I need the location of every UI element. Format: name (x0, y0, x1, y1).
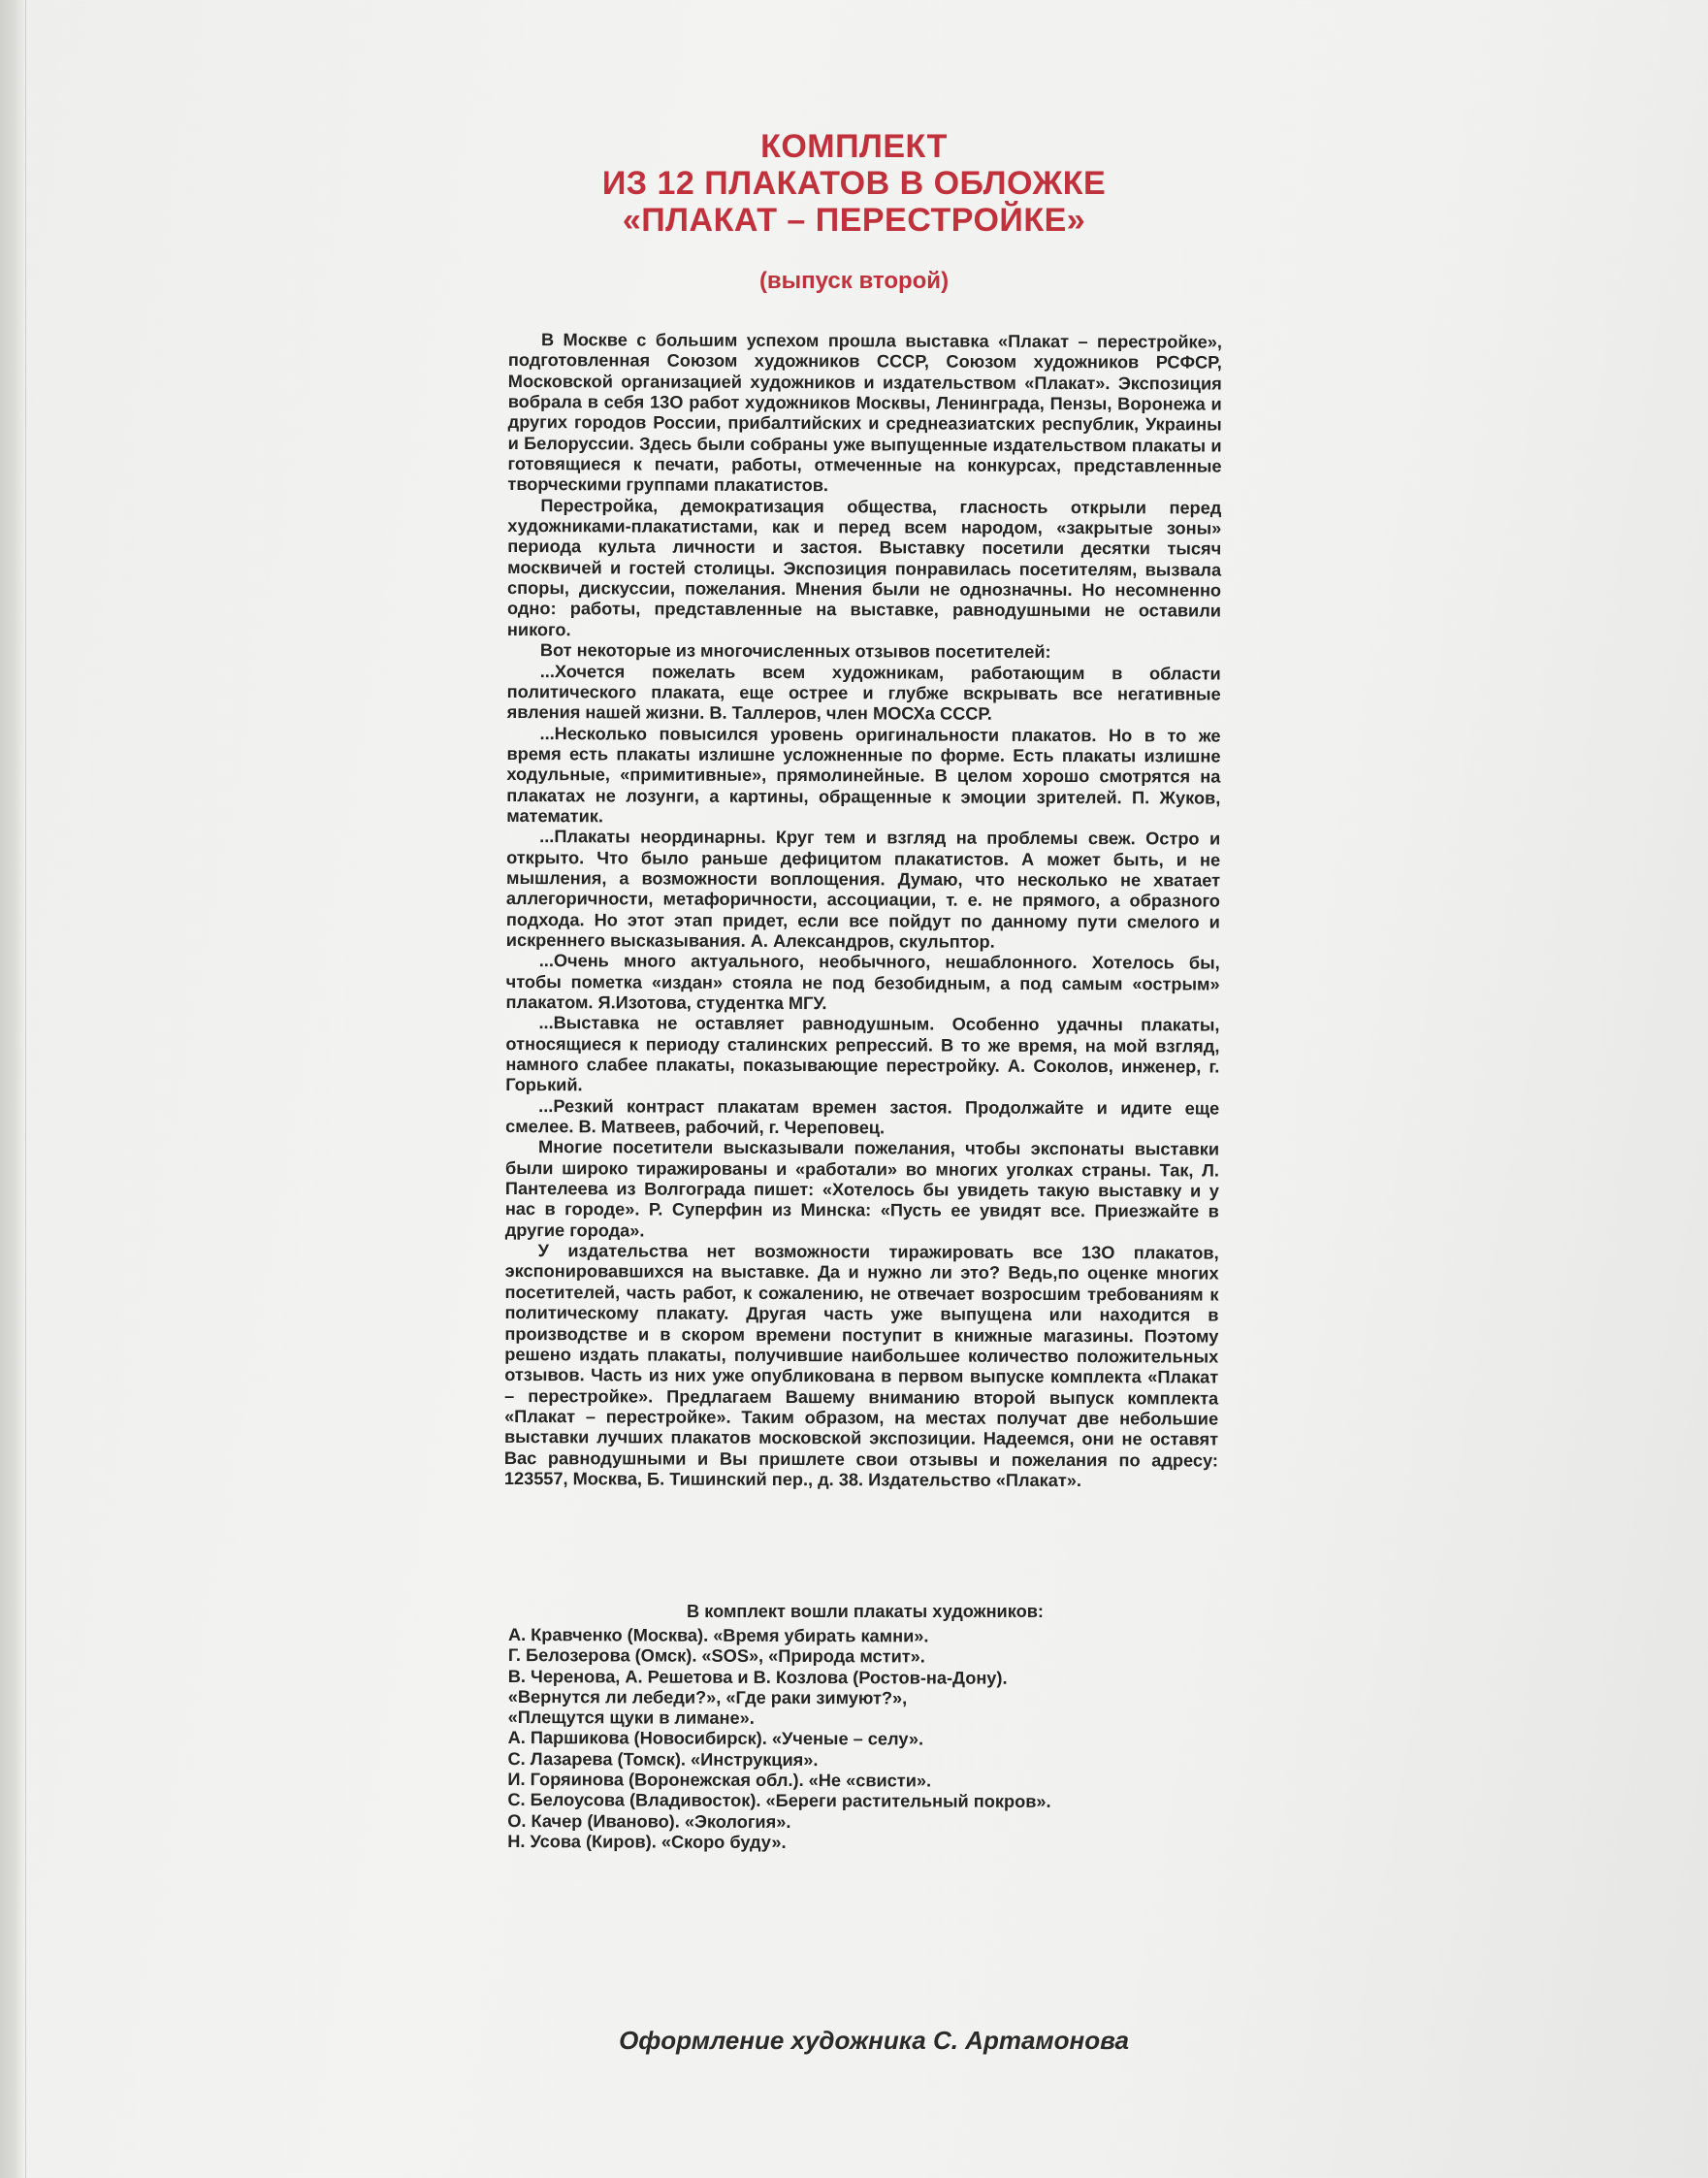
review-aleksandrov: ...Плакаты неординарны. Круг тем и взгляд на проблемы свеж. Остро и открыто. Что было раньше дефицитом плакатистов. А может быть, и не мышления, а возможности воплощения. Думаю, что несколько не хватает аллегоричности, метафоричности, ассоциации, т. е. не прямого, а образного подхода. Но этот этап придет, если все пойдут по данному пути смелого и искреннего высказывания. А. Александров, скульптор. (505, 827, 1221, 952)
paragraph-wishes: Многие посетители высказывали пожелания, чтобы экспонаты выставки были широко тиражированы и «работали» во многих уголках страны. Так, Л. Пантелеева из Волгограда пишет: «Хотелось бы увидеть такую выставку и у нас в городе». Р. Суперфин из Минска: «Пусть ее увидят все. Приезжайте в другие города». (504, 1137, 1220, 1241)
artist-line: И. Горяинова (Воронежская обл.). «Не «свисти». (507, 1770, 932, 1791)
review-tallerov: ...Хочется пожелать всем художникам, работающим в области политического плаката, еще острее и глубже вскрывать все негативные явления нашей жизни. В. Таллеров, член МОСХа СССР. (506, 661, 1221, 724)
page-edge-shadow (0, 0, 26, 2178)
artist-line: «Плещутся щуки в лимане». (507, 1707, 755, 1729)
review-matveev: ...Резкий контраст плакатам времен застоя. Продолжайте и идите еще смелее. В. Матвеев, рабочий, г. Череповец. (505, 1095, 1220, 1138)
artist-line: О. Качер (Иваново). «Экология». (507, 1810, 791, 1832)
body-text (504, 330, 1222, 1492)
artist-line: «Вернутся ли лебеди?», «Где раки зимуют?», (507, 1686, 908, 1708)
artist-line: Г. Белозерова (Омск). «SOS», «Природа мстит». (507, 1645, 925, 1667)
paragraph-perestroika: Перестройка, демократизация общества, гласность открыли перед художниками-плакатистами, как и перед всем народом, «закрытые зоны» периода культа личности и застоя. Выставку посетили десятки тысяч москвичей и гостей столицы. Экспозиция понравилась посетителям, вызвала споры, дискуссии, пожелания. Мнения были не однозначны. Но несомненно одно: работы, представленные на выставке, равнодушными не оставили никого. (506, 495, 1222, 640)
title-line-1: КОМПЛЕКТ (760, 128, 948, 165)
artist-line: Н. Усова (Киров). «Скоро буду». (507, 1831, 787, 1852)
artist-line: А. Паршикова (Новосибирск). «Ученые – селу». (507, 1728, 924, 1749)
review-izotova: ...Очень много актуального, необычного, нешаблонного. Хотелось бы, чтобы пометка «издан» стояла не под безобидным, а под самым «острым» плакатом. Я.Изотова, студентка МГУ. (505, 951, 1220, 1014)
artist-line: А. Кравченко (Москва). «Время убирать камни». (507, 1625, 929, 1646)
paragraph-publisher: У издательства нет возможности тиражировать все 13О плакатов, экспонировавшихся на выставке. Да и нужно ли это? Ведь,по оценке многих посетителей, часть работ, к сожалению, не отвечает возросшим требованиям к политическому плакату. Другая часть уже выпущена или находится в производстве и в скором времени поступит в книжные магазины. Поэтому решено издать плакаты, получившие наибольшее количество положительных отзывов. Часть из них уже опубликована в первом выпуске комплекта «Плакат – перестройке». Предлагаем Вашему вниманию второй выпуск комплекта «Плакат – перестройке». Таким образом, на местах получат две небольшие выставки лучших плакатов московской экспозиции. Надеемся, они не оставят Вас равнодушными и Вы пришлете свои отзывы и пожелания по адресу: 123557, Москва, Б. Тишинский пер., д. 38. Издательство «Плакат». (503, 1241, 1219, 1490)
review-sokolov: ...Выставка не оставляет равнодушным. Особенно удачны плакаты, относящиеся к периоду сталинских репрессий. В то же время, на мой взгляд, намного слабее плакаты, показывающие перестройку. А. Соколов, инженер, г. Горький. (505, 1013, 1220, 1095)
page-title (0, 128, 1708, 239)
title-line-3: «ПЛАКАТ – ПЕРЕСТРОЙКЕ» (622, 202, 1086, 239)
page-subtitle: (выпуск второй) (758, 268, 950, 294)
artists-list (507, 1625, 1226, 1855)
design-credit: Оформление художника С. Артамонова (619, 2026, 1129, 2055)
artist-line: С. Лазарева (Томск). «Инструкция». (507, 1748, 819, 1770)
review-zhukov: ...Несколько повысился уровень оригинальности плакатов. Но в то же время есть плакаты излишне усложненные по форме. Есть плакаты излишне ходульные, «примитивные», прямолинейные. В целом хорошо смотрятся на плакатах не лозунги, а картины, обращенные к эмоции зрителей. П. Жуков, математик. (506, 723, 1221, 827)
artist-line: В. Черенова, А. Решетова и В. Козлова (Ростов-на-Дону). (507, 1666, 1008, 1688)
title-line-2: ИЗ 12 ПЛАКАТОВ В ОБЛОЖКЕ (601, 165, 1107, 202)
artist-line: С. Белоусова (Владивосток). «Береги растительный покров». (507, 1790, 1051, 1812)
paragraph-reviews-intro: Вот некоторые из многочисленных отзывов посетителей: (539, 640, 1051, 663)
artists-list-heading: В комплект вошли плакаты художников: (687, 1602, 1044, 1621)
paragraph-exhibition: В Москве с большим успехом прошла выставка «Плакат – перестройке», подготовленная Союзом художников СССР, Союзом художников РСФСР, Московской организацией художников и издательством «Плакат». Экспозиция вобрала в себя 13О работ художников Москвы, Ленинграда, Пензы, Воронежа и других городов России, прибалтийских и среднеазиатских республик, Украины и Белоруссии. Здесь были собраны уже выпущенные издательством плакаты и готовящиеся к печати, работы, отмеченные на конкурсах, представленные творческими группами плакатистов. (507, 330, 1222, 496)
